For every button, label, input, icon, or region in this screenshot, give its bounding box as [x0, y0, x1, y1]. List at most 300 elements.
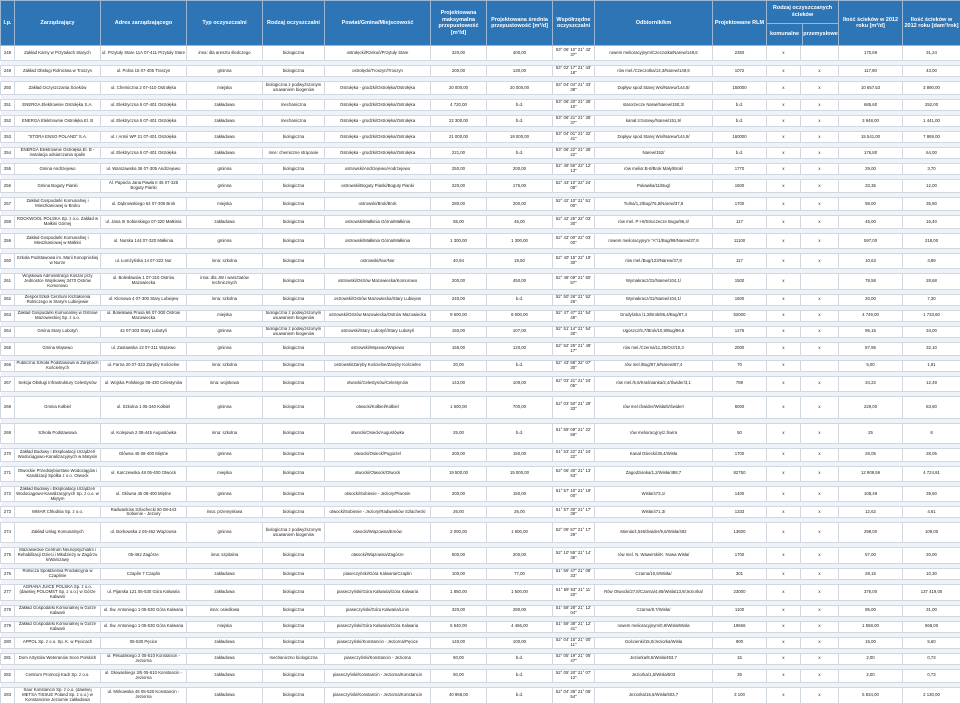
- cell-ilosc-dam3: 35,80: [903, 198, 960, 211]
- cell-przemyslowe: x: [801, 164, 839, 175]
- cell-adres: ul. Borkowska 2 05-462 Wiązowna: [101, 523, 187, 543]
- cell-rodzaj: biologiczna: [263, 637, 325, 648]
- cell-ilosc-m3: 685,60: [839, 100, 903, 111]
- cell-lp: 260: [1, 254, 15, 269]
- cell-odbiornik: Czarna/10,6/Wisła/: [595, 569, 713, 580]
- cell-ilosc-m3: 15,00: [839, 637, 903, 648]
- cell-odbiornik: Jeziorka/16,6/Wisła/503,7: [595, 687, 713, 703]
- cell-komunalne: x: [767, 687, 801, 703]
- cell-ilosc-m3: 95,15: [839, 326, 903, 337]
- cell-odbiornik: rów mel. P I-8/Struczecze Bugu/96,4/: [595, 216, 713, 229]
- cell-lp: 273: [1, 507, 15, 518]
- cell-adres: ul. Szkolna 1 05-340 Kołbiel: [101, 396, 187, 418]
- cell-przepustowosc-srednia: 18 000,00: [487, 132, 553, 143]
- cell-rodzaj: biologiczna z podwyższonym usuwaniem biogenów: [263, 82, 325, 95]
- cell-wspolrzedne: 53° 06' 21" 21° 36' 37": [553, 116, 595, 127]
- cell-typ: zakładowa: [187, 148, 263, 159]
- cell-ilosc-m3: 1 558,00: [839, 621, 903, 632]
- cell-odbiornik: starorzecze Narwi/Narew/150,3/: [595, 100, 713, 111]
- cell-zarzadzajacy: Centrum Promocji Kadr Sp. z o.o.: [15, 669, 101, 682]
- cell-zarzadzajacy: ROCKWOOL POLSKA Sp. z o.o. Zakład w Małkini Górnej: [15, 216, 101, 229]
- cell-przepustowosc-srednia: 26,00: [487, 507, 553, 518]
- cell-ilosc-m3: 29,00: [839, 164, 903, 175]
- cell-rodzaj: biologiczna: [263, 507, 325, 518]
- cell-lp: 249: [1, 66, 15, 77]
- cell-typ: gminna: [187, 234, 263, 249]
- cell-zarzadzajacy: Otwockie Przedsiębiorstwo Wodociągów i Kanalizacji Spółka z o.o. Otwock: [15, 466, 101, 481]
- cell-typ: inna: szkolna: [187, 294, 263, 305]
- cell-rlm: 6000: [713, 396, 767, 418]
- cell-rodzaj: biologiczna: [263, 180, 325, 193]
- cell-przepustowosc-srednia: 8 000,00: [487, 310, 553, 321]
- cell-rodzaj: biologiczna: [263, 448, 325, 461]
- cell-rlm: 1400: [713, 486, 767, 502]
- cell-powiat: piaseczyński/Góra Kalwaria/Góra Kalwaria: [325, 621, 431, 632]
- cell-rlm: b.d.: [713, 148, 767, 159]
- cell-przepustowosc-max: 26,00: [431, 507, 487, 518]
- cell-wspolrzedne: 52° 42' 10" 21° 51' 00": [553, 198, 595, 211]
- cell-typ: miejska: [187, 198, 263, 211]
- cell-wspolrzedne: 51° 59' 09" 21° 22' 59": [553, 423, 595, 443]
- cell-przepustowosc-srednia: 700,00: [487, 396, 553, 418]
- cell-rodzaj: biologiczna: [263, 216, 325, 229]
- table-row: [1, 621, 960, 632]
- cell-adres: ul. I Armii WP 21 07-401 Ostrołęka: [101, 132, 187, 143]
- cell-typ: zakładowa: [187, 216, 263, 229]
- cell-przepustowosc-max: 19 500,00: [431, 466, 487, 481]
- table-row: [1, 116, 960, 127]
- cell-wspolrzedne: 53° 04' 01" 21° 32' 41": [553, 132, 595, 143]
- cell-adres: ul. Elektryczna 5 07-401 Ostrołęka: [101, 100, 187, 111]
- cell-powiat: ostrowski/Nur/Nur: [325, 254, 431, 269]
- cell-adres: 42 07-303 Stary Lubotyń: [101, 326, 187, 337]
- cell-adres: Czaplin 7 Czaplin: [101, 569, 187, 580]
- cell-lp: 256: [1, 180, 15, 193]
- table-row: [1, 486, 960, 502]
- cell-odbiornik: rów melioracyjny/z.Świra: [595, 423, 713, 443]
- cell-przemyslowe: x: [801, 254, 839, 269]
- cell-typ: gminna: [187, 486, 263, 502]
- cell-odbiornik: Pukawka/11/Bug/: [595, 180, 713, 193]
- header-adres: Adres zarządzającego: [101, 1, 187, 46]
- cell-typ: zakładowa: [187, 669, 263, 682]
- cell-rlm: 23000: [713, 585, 767, 601]
- cell-wspolrzedne: 53° 06' 20" 21° 36' 10": [553, 100, 595, 111]
- cell-przepustowosc-srednia: 100,00: [487, 637, 553, 648]
- table-row: [1, 360, 960, 371]
- cell-zarzadzajacy: Zespół Szkół Centrum Kształcenia Rolniczego w Starym Lubiejewie: [15, 294, 101, 305]
- cell-przepustowosc-srednia: 200,00: [487, 548, 553, 564]
- table-row: [1, 310, 960, 321]
- cell-lp: 250: [1, 82, 15, 95]
- cell-ilosc-dam3: 1 733,60: [903, 310, 960, 321]
- cell-przepustowosc-max: 200,00: [431, 448, 487, 461]
- cell-przepustowosc-srednia: 45,00: [487, 216, 553, 229]
- cell-adres: ul. Nurska 144 07-320 Małkinia: [101, 234, 187, 249]
- header-powiat: Powiat/Gmina/Miejscowość: [325, 1, 431, 46]
- cell-typ: inna: szkolna: [187, 360, 263, 371]
- cell-ilosc-m3: 10,63: [839, 254, 903, 269]
- table-header: [1, 1, 960, 46]
- cell-przepustowosc-srednia: 200,00: [487, 164, 553, 175]
- cell-przemyslowe: x: [801, 180, 839, 193]
- table-row: [1, 180, 960, 193]
- cell-komunalne: x: [767, 507, 801, 518]
- cell-adres: ul. Dąbrowskiego 64 07-306 Brok: [101, 198, 187, 211]
- cell-przepustowosc-srednia: 120,00: [487, 342, 553, 355]
- cell-rodzaj: biologiczna: [263, 342, 325, 355]
- cell-adres: ul. Zastawska 13 07-311 Wąsewo: [101, 342, 187, 355]
- cell-przepustowosc-max: 50,00: [431, 653, 487, 664]
- cell-przepustowosc-srednia: 109,00: [487, 376, 553, 391]
- cell-zarzadzajacy: Zakład Usług Komunalnych: [15, 523, 101, 543]
- cell-odbiornik: Wisła/473,1/: [595, 486, 713, 502]
- cell-powiat: ostrowski/Andrzejewo/Andrzejewo: [325, 164, 431, 175]
- cell-powiat: ostrowski/Boguty Pianki/Boguty Pianki: [325, 180, 431, 193]
- cell-rodzaj: biologiczna: [263, 132, 325, 143]
- cell-zarzadzajacy: Sekcja Obsługi Infrastruktury Celestynów: [15, 376, 101, 391]
- cell-przemyslowe: x: [801, 198, 839, 211]
- cell-komunalne: x: [767, 360, 801, 371]
- header-komunalne: komunalne: [767, 24, 802, 46]
- cell-komunalne: x: [767, 82, 801, 95]
- cell-przepustowosc-srednia: 400,00: [487, 46, 553, 61]
- cell-ilosc-m3: 45,00: [839, 216, 903, 229]
- cell-przepustowosc-srednia: 77,00: [487, 569, 553, 580]
- cell-rlm: 2350: [713, 46, 767, 61]
- cell-rlm: 1700: [713, 198, 767, 211]
- cell-przepustowosc-max: 250,00: [431, 164, 487, 175]
- cell-odbiornik: Ugoszcz/5,7/Brok/10,9/Bug/96,8: [595, 326, 713, 337]
- cell-ilosc-dam3: 12,49: [903, 376, 960, 391]
- cell-wspolrzedne: 51° 57' 10" 21° 19' 00": [553, 486, 595, 502]
- cell-komunalne: x: [767, 585, 801, 601]
- cell-wspolrzedne: 53° 02' 17" 21° 43' 18": [553, 66, 595, 77]
- cell-przepustowosc-srednia: 4 466,00: [487, 621, 553, 632]
- cell-przemyslowe: x: [801, 585, 839, 601]
- cell-ilosc-m3: 170,69: [839, 46, 903, 61]
- cell-lp: 275: [1, 548, 15, 564]
- cell-rlm: 35: [713, 669, 767, 682]
- cell-wspolrzedne: 52° 42' 25" 22° 03' 30": [553, 216, 595, 229]
- cell-zarzadzajacy: Rolnicza Spółdzielnia Produkcyjna w Czaplinie: [15, 569, 101, 580]
- cell-przemyslowe: x: [801, 653, 839, 664]
- cell-przemyslowe: x: [801, 507, 839, 518]
- cell-odbiornik: Turka/1,2/Bug/76,8/Narew/37,8: [595, 198, 713, 211]
- cell-przepustowosc-srednia: 150,00: [487, 486, 553, 502]
- cell-adres: ul. Św. Antoniego 1 05-530 Góra Kalwaria: [101, 621, 187, 632]
- cell-przepustowosc-srednia: 15 000,00: [487, 466, 553, 481]
- cell-wspolrzedne: 52° 48' 09" 21° 50' 57": [553, 274, 595, 290]
- table-row: [1, 254, 960, 269]
- cell-odbiornik: Kanał Osiecki/36,4/Wisła: [595, 448, 713, 461]
- cell-rlm: 117: [713, 216, 767, 229]
- cell-ilosc-m3: 108,49: [839, 486, 903, 502]
- cell-rodzaj: mechaniczna: [263, 100, 325, 111]
- cell-zarzadzajacy: Szkoła Podstawowa im. Marii Konopnickiej w Nurze: [15, 254, 101, 269]
- cell-rlm: 13600: [713, 523, 767, 543]
- cell-wspolrzedne: 51° 57' 30" 21° 17' 39": [553, 507, 595, 518]
- cell-komunalne: x: [767, 66, 801, 77]
- cell-ilosc-m3: 28,05: [839, 448, 903, 461]
- cell-przemyslowe: x: [801, 466, 839, 481]
- table-row: [1, 234, 960, 249]
- cell-rlm: b.d.: [713, 116, 767, 127]
- cell-zarzadzajacy: Zakład Budowy i Eksploatacji Urządzeń Wodociągowo-Kanalizacyjnych Sp. z o.o. w Miętym: [15, 486, 101, 502]
- cell-lp: 259: [1, 234, 15, 249]
- cell-powiat: Ostrołęka - grodzki/Ostrołęka/Ostrołęka: [325, 82, 431, 95]
- cell-ilosc-dam3: 10,30: [903, 569, 960, 580]
- cell-typ: gminna: [187, 342, 263, 355]
- cell-typ: gminna: [187, 66, 263, 77]
- cell-powiat: ostrowski/Ostrów Mazowiecka/Stary Lubiejew: [325, 294, 431, 305]
- cell-przemyslowe: x: [801, 100, 839, 111]
- cell-przemyslowe: x: [801, 116, 839, 127]
- cell-wspolrzedne: 52° 04' 15" 21° 00' 11": [553, 637, 595, 648]
- cell-zarzadzajacy: Gmina Boguty Pianki: [15, 180, 101, 193]
- cell-rlm: 1700: [713, 548, 767, 564]
- cell-ilosc-dam3: 20,00: [903, 548, 960, 564]
- cell-przemyslowe: [801, 274, 839, 290]
- cell-rlm: 1072: [713, 66, 767, 77]
- cell-ilosc-dam3: 3,89: [903, 254, 960, 269]
- cell-lp: 270: [1, 448, 15, 461]
- cell-ilosc-dam3: 0,73: [903, 653, 960, 664]
- cell-ilosc-m3: 85,00: [839, 605, 903, 616]
- cell-wspolrzedne: 52° 47' 47" 21° 54' 49": [553, 310, 595, 321]
- cell-rlm: 2000: [713, 342, 767, 355]
- cell-przepustowosc-srednia: 107,00: [487, 326, 553, 337]
- cell-powiat: piaseczyński/Konstancin - Jeziorna/Pęcice: [325, 637, 431, 648]
- header-ilosc-dam3: Ilość ścieków w 2012 roku [dam³/rok]: [903, 1, 960, 46]
- table-row: [1, 342, 960, 355]
- cell-przepustowosc-max: 143,00: [431, 376, 487, 391]
- cell-odbiornik: rów mel./Bug/123/Narew/37,8: [595, 254, 713, 269]
- cell-typ: miejska: [187, 621, 263, 632]
- cell-rlm: 117: [713, 254, 767, 269]
- cell-typ: miejska: [187, 466, 263, 481]
- header-rodzaj: Rodzaj oczyszczalni: [263, 1, 325, 46]
- cell-rodzaj: biologiczna: [263, 234, 325, 249]
- cell-ilosc-m3: 20,00: [839, 294, 903, 305]
- cell-ilosc-dam3: 1,81: [903, 360, 960, 371]
- cell-powiat: ostrowski/Wąsewo/Wąsewo: [325, 342, 431, 355]
- cell-przepustowosc-srednia: 19,50: [487, 254, 553, 269]
- cell-odbiornik: Rów Otwocki/27,8/Czarna/4,85/Wisła/13,9/Jeziorka/: [595, 585, 713, 601]
- cell-przemyslowe: x: [801, 548, 839, 564]
- cell-komunalne: x: [767, 148, 801, 159]
- cell-wspolrzedne: 51° 53' 22" 21° 24' 22": [553, 448, 595, 461]
- cell-odbiornik: Wymakracz/31/Narew/104,1/: [595, 294, 713, 305]
- cell-przemyslowe: x: [801, 234, 839, 249]
- cell-przepustowosc-srednia: 1 500,00: [487, 585, 553, 601]
- cell-przepustowosc-max: 220,00: [431, 180, 487, 193]
- cell-komunalne: x: [767, 294, 801, 305]
- table-row: [1, 507, 960, 518]
- cell-odbiornik: Jeziorka/8,5/Wisła/493,7: [595, 653, 713, 664]
- cell-odbiornik: rów mel./5,6/Kraśnianka/2,4/Świder/3,1: [595, 376, 713, 391]
- cell-ilosc-m3: 376,00: [839, 585, 903, 601]
- cell-przepustowosc-max: 140,00: [431, 637, 487, 648]
- cell-rlm: 789: [713, 376, 767, 391]
- cell-przepustowosc-max: 200,00: [431, 66, 487, 77]
- cell-komunalne: x: [767, 569, 801, 580]
- cell-rodzaj: biologiczna: [263, 294, 325, 305]
- table-row: [1, 326, 960, 337]
- cell-adres: Główna 45 08-400 Miętne: [101, 448, 187, 461]
- cell-rlm: b.d.: [713, 100, 767, 111]
- cell-komunalne: x: [767, 254, 801, 269]
- cell-komunalne: x: [767, 466, 801, 481]
- header-zarzadzajacy: Zarządzający: [15, 1, 101, 46]
- cell-lp: 264: [1, 326, 15, 337]
- cell-przepustowosc-srednia: b.d.: [487, 653, 553, 664]
- cell-lp: 280: [1, 637, 15, 648]
- cell-ilosc-dam3: 4 724,91: [903, 466, 960, 481]
- cell-ilosc-m3: 229,00: [839, 396, 903, 418]
- cell-adres: ul. Kolejowa 2 08-445 Augustówka: [101, 423, 187, 443]
- cell-komunalne: x: [767, 448, 801, 461]
- cell-wspolrzedne: 52° 50' 26" 21° 52' 25": [553, 294, 595, 305]
- cell-przepustowosc-srednia: b.d.: [487, 116, 553, 127]
- cell-odbiornik: kanał zrzutowy/Narew/151,9/: [595, 116, 713, 127]
- cell-powiat: piaseczyński/Konstancin - Jeziorna/Konstancin: [325, 687, 431, 703]
- table-row: [1, 423, 960, 443]
- cell-rlm: 1276: [713, 326, 767, 337]
- cell-lp: 248: [1, 46, 15, 61]
- cell-powiat: ostrołęcki/Rzekuń/Przytuły Stare: [325, 46, 431, 61]
- cell-ilosc-dam3: 1 441,00: [903, 116, 960, 127]
- cell-odbiornik: Narew/152/: [595, 148, 713, 159]
- cell-komunalne: x: [767, 326, 801, 337]
- cell-wspolrzedne: 51° 59' 38" 21° 12' 41": [553, 621, 595, 632]
- cell-komunalne: x: [767, 376, 801, 391]
- cell-odbiornik: rów mel./Świder/Wisła/5/Świder/: [595, 396, 713, 418]
- cell-przepustowosc-max: 200,00: [431, 486, 487, 502]
- cell-odbiornik: Dopływ spod Starej Wsi/Narew/144,8/: [595, 132, 713, 143]
- cell-rlm: 50: [713, 423, 767, 443]
- cell-powiat: ostrołęcki/Troszyn/Troszyn: [325, 66, 431, 77]
- cell-ilosc-dam3: 4,61: [903, 507, 960, 518]
- cell-adres: ul. Piłsudskiego 2 05-510 Konstancin - Jeziorna: [101, 653, 187, 664]
- cell-rodzaj: mechaniczna: [263, 116, 325, 127]
- cell-rlm: 900: [713, 637, 767, 648]
- table-row: [1, 198, 960, 211]
- cell-odbiornik: rowem melioracyjnym/Czeczotka/Narew/148,6: [595, 46, 713, 61]
- cell-typ: zakładowa: [187, 132, 263, 143]
- cell-ilosc-dam3: 252,00: [903, 100, 960, 111]
- cell-adres: ul. Elektryczna 5 07-401 Ostrołęka: [101, 116, 187, 127]
- cell-odbiornik: rowem melioracyjnym/0,9/Wisła/Wisła: [595, 621, 713, 632]
- cell-rodzaj: biologiczna: [263, 274, 325, 290]
- cell-przepustowosc-max: 221,00: [431, 148, 487, 159]
- cell-lp: 283: [1, 687, 15, 703]
- cell-adres: ul. Karczewska 48 05-400 Otwock: [101, 466, 187, 481]
- cell-typ: gminna: [187, 523, 263, 543]
- cell-ilosc-m3: 117,80: [839, 66, 903, 77]
- cell-przepustowosc-max: 9 600,00: [431, 310, 487, 321]
- cell-ilosc-dam3: 34,00: [903, 326, 960, 337]
- cell-rlm: 70: [713, 360, 767, 371]
- cell-komunalne: x: [767, 396, 801, 418]
- cell-przepustowosc-max: 100,00: [431, 569, 487, 580]
- cell-zarzadzajacy: WMAR Chłodnia Sp. z o.o.: [15, 507, 101, 518]
- cell-przepustowosc-srednia: 280,00: [487, 605, 553, 616]
- cell-lp: 266: [1, 360, 15, 371]
- cell-przepustowosc-max: 20 000,00: [431, 82, 487, 95]
- table-row: [1, 669, 960, 682]
- cell-adres: ul. Głowackiego 3/5 05-510 Konstancin - Jeziorna: [101, 669, 187, 682]
- cell-powiat: piaseczyński/Góra Kalwaria/Linin: [325, 605, 431, 616]
- cell-lp: 251: [1, 100, 15, 111]
- cell-ilosc-m3: 57,00: [839, 548, 903, 564]
- cell-zarzadzajacy: APPOL Sp. z o.o. Sp. K. w Pęcicach: [15, 637, 101, 648]
- cell-wspolrzedne: 53° 04' 04" 21° 33' 38": [553, 82, 595, 95]
- cell-lp: 277: [1, 585, 15, 601]
- table-row: [1, 216, 960, 229]
- cell-powiat: otwocki/Wiązowna/Emów: [325, 523, 431, 543]
- cell-adres: ul. Farna 20 07-323 Zaręby Kościelne: [101, 360, 187, 371]
- cell-wspolrzedne: 52° 43' 10" 22° 24' 08": [553, 180, 595, 193]
- header-wspolrzedne: Współrzędne oczyszczalni: [553, 1, 595, 46]
- cell-komunalne: x: [767, 180, 801, 193]
- cell-przepustowosc-max: 55,00: [431, 216, 487, 229]
- cell-typ: inna: szkolna: [187, 254, 263, 269]
- cell-typ: gminna: [187, 164, 263, 175]
- cell-typ: inna: szpitalna: [187, 548, 263, 564]
- cell-ilosc-m3: 98,00: [839, 198, 903, 211]
- cell-przepustowosc-srednia: b.d.: [487, 687, 553, 703]
- cell-zarzadzajacy: Zakład Oczyszczania Ścieków: [15, 82, 101, 95]
- table-row: [1, 466, 960, 481]
- table-row: [1, 66, 960, 77]
- cell-ilosc-dam3: 32,10: [903, 342, 960, 355]
- cell-adres: ul. Św. Antoniego 1 05-530 Góra Kalwaria: [101, 605, 187, 616]
- cell-rodzaj: biologiczna: [263, 164, 325, 175]
- cell-ilosc-dam3: 64,00: [903, 148, 960, 159]
- cell-komunalne: x: [767, 621, 801, 632]
- cell-adres: 05-462 Zagórze: [101, 548, 187, 564]
- cell-lp: 265: [1, 342, 15, 355]
- cell-powiat: ostrowski/Ostrów Mazowiecka/Ostrów Mazowiecka: [325, 310, 431, 321]
- cell-przemyslowe: x: [801, 148, 839, 159]
- cell-rodzaj: biologiczna: [263, 687, 325, 703]
- cell-adres: ul. Przytuły Stare 11A 07-411 Przytuły Stare: [101, 46, 187, 61]
- cell-zarzadzajacy: AGRANA JUICE POLSKA Sp. z o.o. (dawniej POLOMST Sp. z o.o.) w Górze Kalwarii: [15, 585, 101, 601]
- cell-adres: ul. Bolesławów 1 07-310 Ostrów Mazowiecka: [101, 274, 187, 290]
- cell-komunalne: x: [767, 342, 801, 355]
- cell-typ: inna: szkolna: [187, 423, 263, 443]
- cell-rlm: 1500: [713, 274, 767, 290]
- cell-ilosc-dam3: 7,30: [903, 294, 960, 305]
- cell-ilosc-m3: 87,95: [839, 342, 903, 355]
- cell-przemyslowe: x: [801, 82, 839, 95]
- cell-lp: 271: [1, 466, 15, 481]
- cell-przepustowosc-max: 200,00: [431, 274, 487, 290]
- cell-komunalne: x: [767, 605, 801, 616]
- cell-typ: inna: dla aresztu śledczego: [187, 46, 263, 61]
- cell-rlm: 11100: [713, 234, 767, 249]
- cell-wspolrzedne: 52° 43' 58" 22° 07' 30": [553, 360, 595, 371]
- cell-powiat: Ostrołęka - grodzki/Ostrołęka/Ostrołęka: [325, 100, 431, 111]
- cell-powiat: otwocki/Sobienie - Jeziory/Radwanków Szlachecki: [325, 507, 431, 518]
- cell-odbiornik: rów mel./Czeczotka/14,3/Narew/148,6: [595, 66, 713, 77]
- cell-powiat: piaseczyński/Konstancin - Jeziorna/Konstancin: [325, 669, 431, 682]
- cell-adres: ul. Klonowa 4 07-300 Stary Lubiejew: [101, 294, 187, 305]
- cell-rodzaj: biologiczna: [263, 585, 325, 601]
- cell-adres: ul. Elektryczna 5 07-401 Ostrołęka: [101, 148, 187, 159]
- table-row: [1, 132, 960, 143]
